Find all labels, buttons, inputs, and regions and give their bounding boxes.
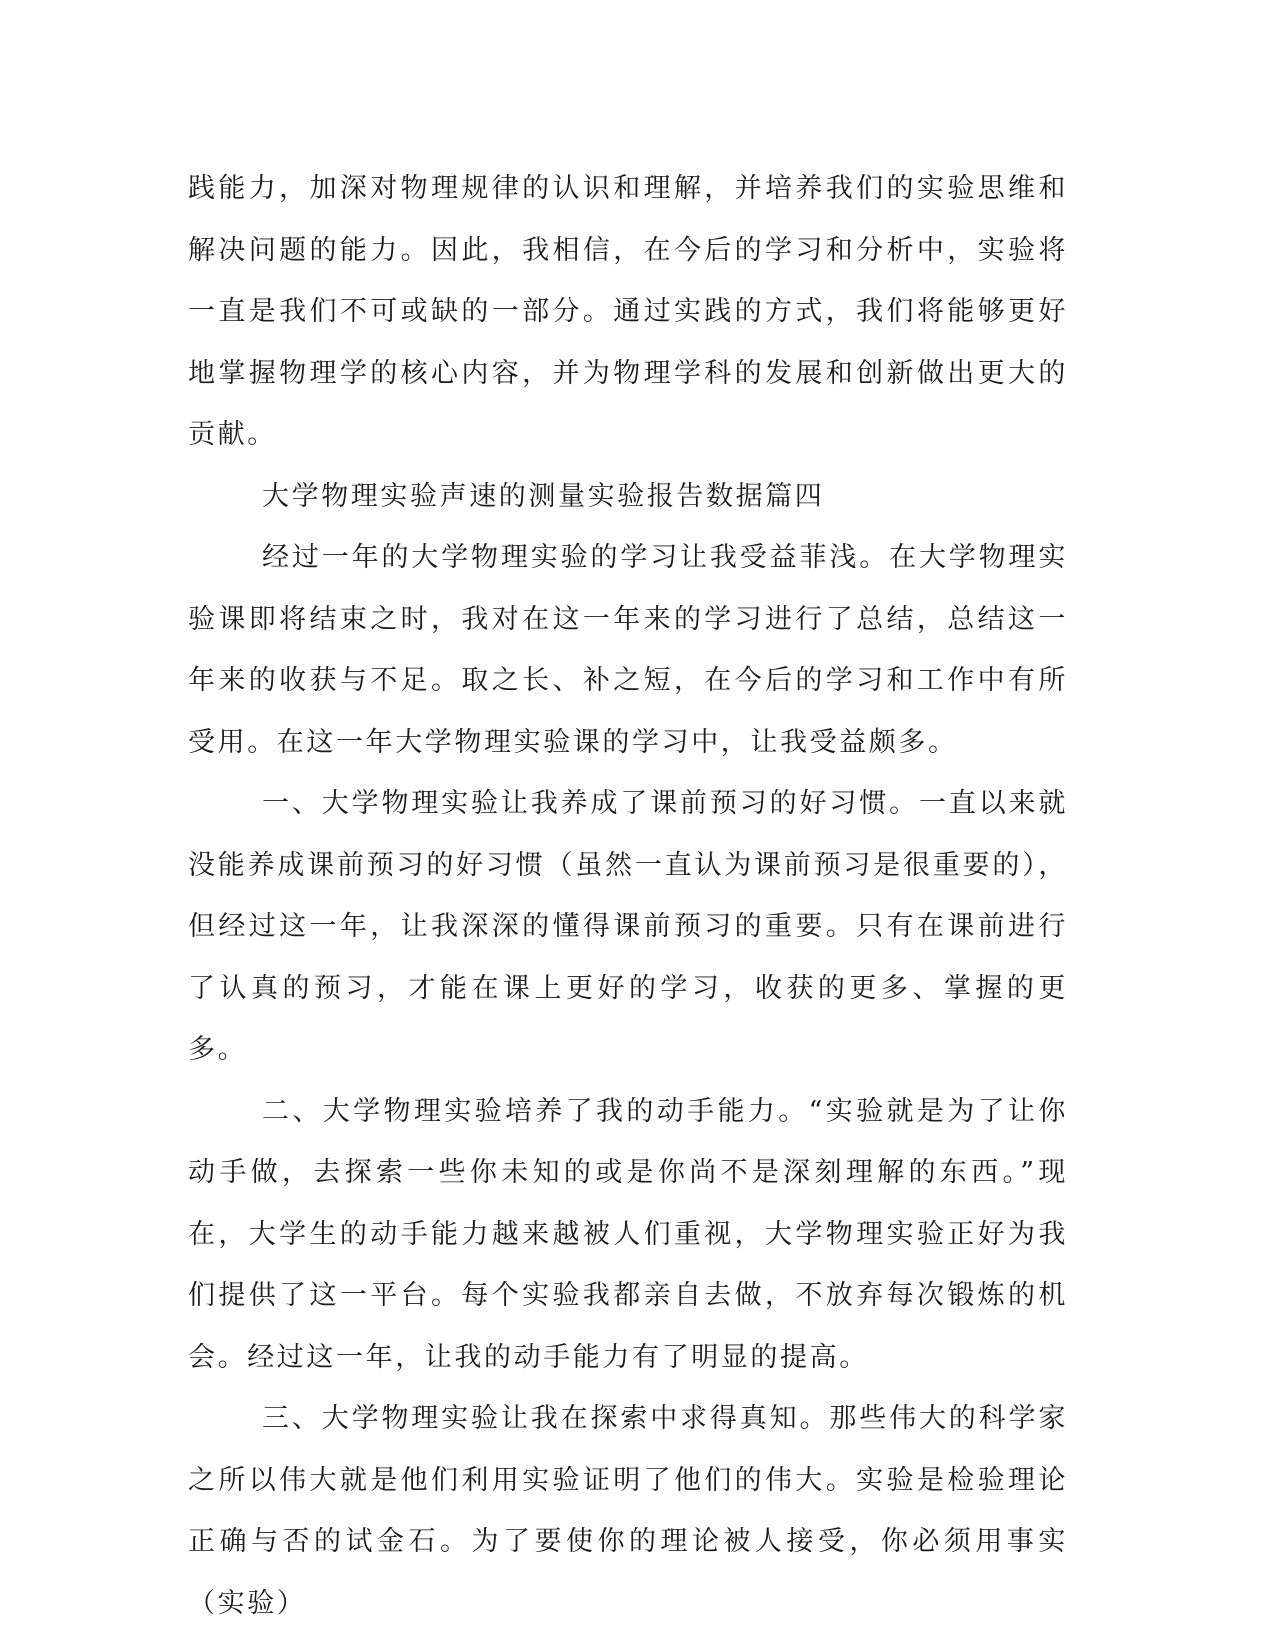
paragraph-continuation: 践能力，加深对物理规律的认识和理解，并培养我们的实验思维和解决问题的能力。因此，我相信，在今后的学习和分析中，实验将一直是我们不可或缺的一部分。通过实践的方式，我们将能够更好地掌握物理学的核心内容，并为物理学科的发展和创新做出更大的贡献。 xyxy=(188,173,1068,450)
section-heading: 大学物理实验声速的测量实验报告数据篇四 xyxy=(262,480,825,512)
paragraph-point-three: 三、大学物理实验让我在探索中求得真知。那些伟大的科学家之所以伟大就是他们利用实验证明了他们的伟大。实验是检验理论正确与否的试金石。为了要使你的理论被人接受，你必须用事实（实验） xyxy=(188,1403,1068,1619)
paragraph-point-one: 一、大学物理实验让我养成了课前预习的好习惯。一直以来就没能养成课前预习的好习惯（虽然一直认为课前预习是很重要的），但经过这一年，让我深深的懂得课前预习的重要。只有在课前进行了认真的预习，才能在课上更好的学习，收获的更多、掌握的更多。 xyxy=(188,788,1068,1065)
document-body xyxy=(188,158,1068,1634)
paragraph-point-two: 二、大学物理实验培养了我的动手能力。“实验就是为了让你动手做，去探索一些你未知的或是你尚不是深刻理解的东西。”现在，大学生的动手能力越来越被人们重视，大学物理实验正好为我们提供了这一平台。每个实验我都亲自去做，不放弃每次锻炼的机会。经过这一年，让我的动手能力有了明显的提高。 xyxy=(188,1095,1068,1373)
paragraph-intro: 经过一年的大学物理实验的学习让我受益菲浅。在大学物理实验课即将结束之时，我对在这一年来的学习进行了总结，总结这一年来的收获与不足。取之长、补之短，在今后的学习和工作中有所受用。在这一年大学物理实验课的学习中，让我受益颇多。 xyxy=(188,542,1068,758)
